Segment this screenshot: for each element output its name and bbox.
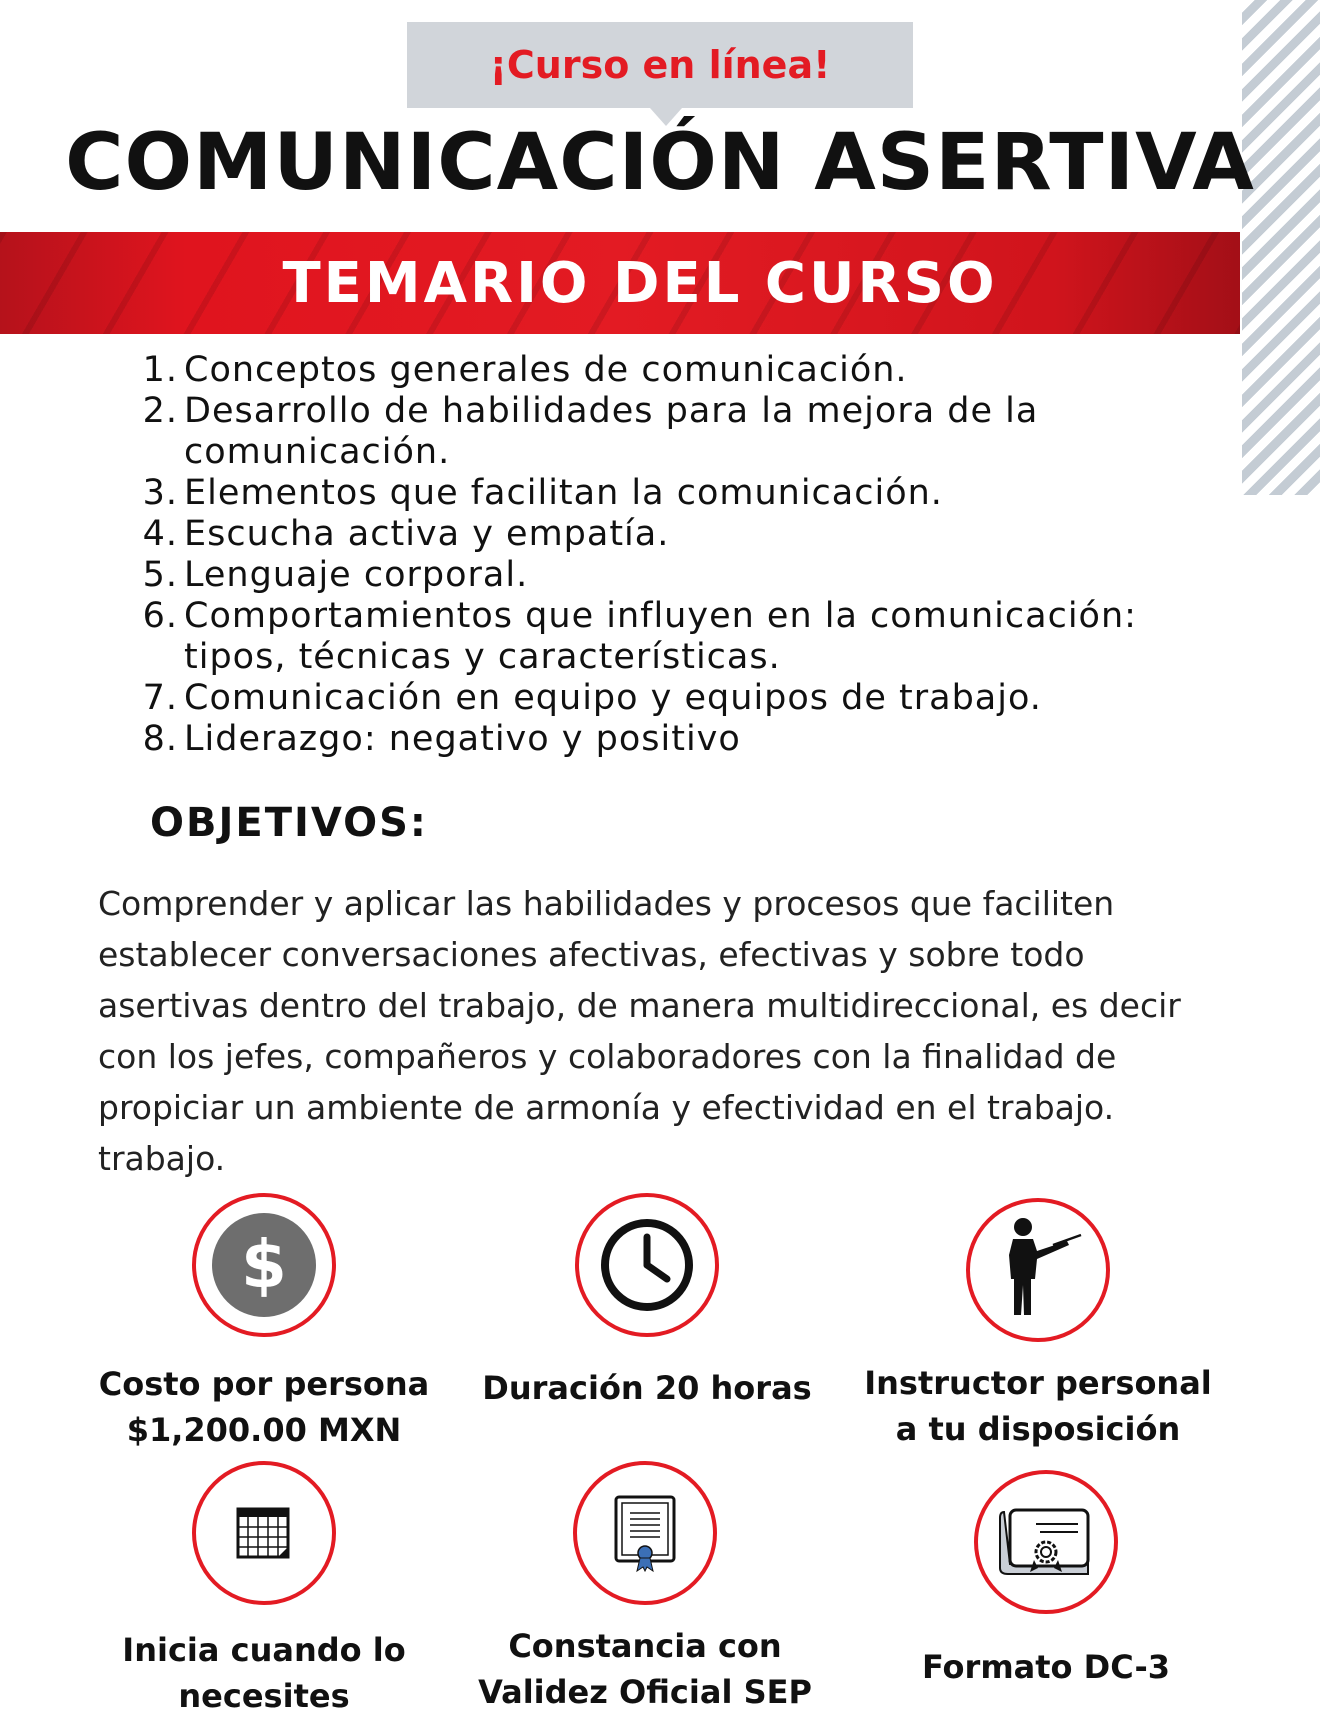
topic-item <box>136 391 1196 473</box>
topic-number: 5. <box>142 555 178 595</box>
topic-number: 3. <box>142 473 178 513</box>
feature-icon-circle <box>966 1198 1110 1342</box>
feature-label <box>858 1360 1218 1452</box>
diploma-icon <box>996 1502 1096 1582</box>
topic-line: Elementos que facilitan la comunicación. <box>184 473 943 513</box>
topic-line: Lenguaje corporal. <box>184 555 529 595</box>
topic-text <box>184 350 1196 391</box>
feature-label-line: $1,200.00 MXN <box>126 1411 402 1449</box>
topic-number: 6. <box>142 596 178 636</box>
topic-line: Desarrollo de habilidades para la mejora de la <box>184 391 1039 431</box>
topic-number: 4. <box>142 514 178 554</box>
topic-line: Comportamientos que influyen en la comunicación: <box>184 596 1137 636</box>
clock-icon <box>597 1215 697 1315</box>
topic-item <box>136 350 1196 391</box>
topic-text <box>184 473 1196 514</box>
topic-item <box>136 596 1196 678</box>
topic-item <box>136 555 1196 596</box>
feature-label-line: necesites <box>178 1677 350 1715</box>
feature-label-line: Validez Oficial SEP <box>478 1673 812 1711</box>
feature-label <box>465 1623 825 1715</box>
topic-item <box>136 678 1196 719</box>
topic-text <box>184 514 1196 555</box>
topic-item <box>136 719 1196 760</box>
topic-text <box>184 555 1196 596</box>
calendar-icon <box>234 1503 294 1563</box>
feature-label-line: a tu disposición <box>895 1410 1181 1448</box>
topic-text <box>184 391 1196 473</box>
feature-label-line: Instructor personal <box>864 1364 1212 1402</box>
objectives-heading: OBJETIVOS: <box>150 800 428 846</box>
topic-text <box>184 678 1196 719</box>
objectives-line: con los jefes, compañeros y colaboradores con la finalidad de <box>98 1037 1117 1076</box>
topic-text <box>184 719 1196 760</box>
objectives-line: asertivas dentro del trabajo, de manera multidireccional, es decir <box>98 986 1181 1025</box>
svg-text:$: $ <box>241 1226 287 1303</box>
bubble-text: ¡Curso en línea! <box>489 43 831 87</box>
feature-instructor <box>858 1198 1218 1452</box>
syllabus-banner <box>0 232 1240 334</box>
feature-label <box>84 1361 444 1453</box>
feature-icon-circle <box>575 1193 719 1337</box>
topic-item <box>136 473 1196 514</box>
course-title: COMUNICACIÓN ASERTIVA <box>65 118 1255 208</box>
topic-line: tipos, técnicas y características. <box>184 637 781 677</box>
feature-label-line: Formato DC-3 <box>921 1648 1170 1686</box>
feature-label-line: Costo por persona <box>98 1365 430 1403</box>
objectives-line: establecer conversaciones afectivas, efectivas y sobre todo <box>98 935 1085 974</box>
syllabus-title: TEMARIO DEL CURSO <box>282 250 998 316</box>
topic-number: 7. <box>142 678 178 718</box>
feature-dc3 <box>866 1470 1226 1690</box>
objectives-paragraph <box>98 878 1218 1184</box>
feature-label <box>467 1365 827 1411</box>
feature-label <box>84 1627 444 1719</box>
feature-icon-circle <box>974 1470 1118 1614</box>
feature-start <box>84 1461 444 1719</box>
feature-icon-circle <box>192 1461 336 1605</box>
decorative-stripes <box>1242 0 1320 495</box>
online-course-bubble <box>407 22 913 108</box>
topic-number: 1. <box>142 350 178 390</box>
feature-cost <box>84 1193 444 1453</box>
certificate-icon <box>610 1493 680 1573</box>
topic-text <box>184 596 1196 678</box>
topic-item <box>136 514 1196 555</box>
feature-label-line: Duración 20 horas <box>482 1369 812 1407</box>
feature-label-line: Constancia con <box>508 1627 782 1665</box>
objectives-line: Comprender y aplicar las habilidades y procesos que faciliten <box>98 884 1115 923</box>
feature-duration <box>467 1193 827 1411</box>
feature-certificate <box>465 1461 825 1715</box>
feature-icon-circle <box>192 1193 336 1337</box>
dollar-icon <box>210 1211 318 1319</box>
topic-line: Escucha activa y empatía. <box>184 514 670 554</box>
topic-line: comunicación. <box>184 432 451 472</box>
topics-list <box>136 350 1196 760</box>
topic-line: Comunicación en equipo y equipos de trabajo. <box>184 678 1042 718</box>
topic-line: Conceptos generales de comunicación. <box>184 350 908 390</box>
feature-icon-circle <box>573 1461 717 1605</box>
objectives-line: propiciar un ambiente de armonía y efectividad en el trabajo. <box>98 1088 1115 1127</box>
topic-number: 2. <box>142 391 178 431</box>
feature-label-line: Inicia cuando lo <box>122 1631 406 1669</box>
topic-number: 8. <box>142 719 178 759</box>
instructor-icon <box>993 1215 1083 1325</box>
topic-line: Liderazgo: negativo y positivo <box>184 719 741 759</box>
feature-label <box>866 1644 1226 1690</box>
objectives-line: trabajo. <box>98 1139 226 1178</box>
